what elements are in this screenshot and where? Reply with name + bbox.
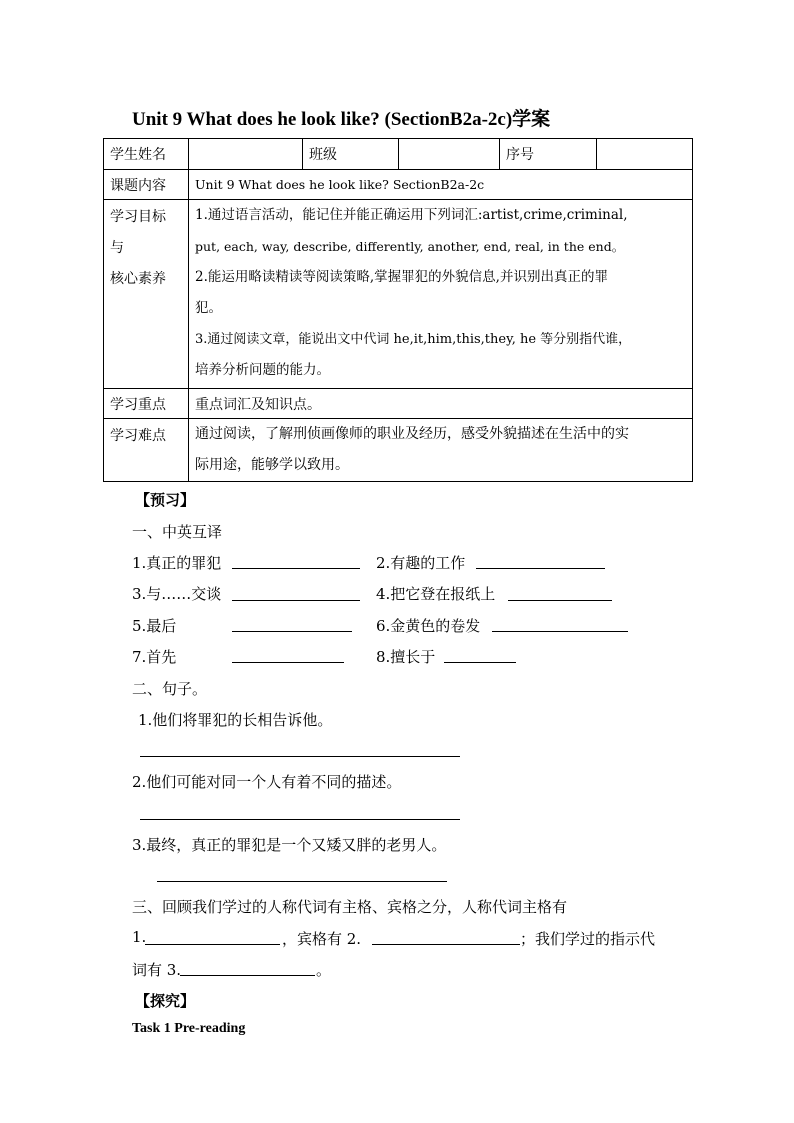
preview-heading: 【预习】 — [135, 491, 196, 509]
part3-d: 词有 3. — [132, 961, 182, 979]
item-8: 8.擅长于 — [376, 648, 436, 666]
sentence-answer-line-3[interactable] — [157, 881, 447, 882]
sentence-answer-line-1[interactable] — [140, 756, 460, 757]
part3-b: ，宾格有 2. — [282, 930, 362, 948]
pronoun-blank-2[interactable] — [372, 944, 520, 945]
difficulty-line: 际用途，能够学以致用。 — [195, 457, 349, 473]
goals-line: 1.通过语言活动，能记住并能正确运用下列词汇:artist,crime,criminal, — [195, 207, 628, 223]
focus-value: 重点词汇及知识点。 — [189, 389, 693, 419]
goals-label-line: 与 — [110, 240, 124, 256]
student-name-field[interactable] — [189, 139, 303, 170]
item-6: 6.金黄色的卷发 — [376, 617, 481, 635]
item-2: 2.有趣的工作 — [376, 554, 466, 572]
part2-title: 二、句子。 — [132, 680, 208, 698]
answer-line-2[interactable] — [476, 568, 605, 569]
goals-label — [104, 200, 189, 389]
part3-e: 。 — [316, 961, 332, 979]
answer-line-4[interactable] — [508, 600, 612, 601]
goals-line: 2.能运用略读精读等阅读策略,掌握罪犯的外貌信息,并识别出真正的罪 — [195, 269, 608, 285]
difficulty-value — [189, 419, 693, 482]
answer-line-1[interactable] — [232, 568, 360, 569]
difficulty-line: 通过阅读，了解刑侦画像师的职业及经历，感受外貌描述在生活中的实 — [195, 426, 629, 442]
task1-title: Task 1 Pre-reading — [132, 1021, 246, 1036]
goals-line: 培养分析问题的能力。 — [195, 362, 330, 378]
item-1: 1.真正的罪犯 — [132, 554, 222, 572]
answer-line-5[interactable] — [232, 631, 352, 632]
goals-line: 犯。 — [195, 300, 222, 316]
class-field[interactable] — [399, 139, 500, 170]
goals-line: 3.通过阅读文章，能说出文中代词 he,it,him,this,they, he 等分别指代谁， — [195, 332, 632, 347]
page-title: Unit 9 What does he look like? (SectionB2a-2c)学案 — [132, 109, 551, 130]
goals-label-line: 学习目标 — [110, 209, 166, 225]
goals-label-line: 核心素养 — [110, 271, 166, 287]
part1-title: 一、中英互译 — [132, 523, 223, 541]
sentence-1: 1.他们将罪犯的长相告诉他。 — [138, 711, 333, 729]
sentence-3: 3.最终，真正的罪犯是一个又矮又胖的老男人。 — [132, 836, 447, 854]
item-3: 3.与……交谈 — [132, 585, 222, 603]
topic-label: 课题内容 — [104, 170, 189, 200]
student-name-label: 学生姓名 — [104, 139, 189, 170]
sentence-answer-line-2[interactable] — [140, 819, 460, 820]
sentence-2: 2.他们可能对同一个人有着不同的描述。 — [132, 773, 402, 791]
explore-heading: 【探究】 — [135, 992, 196, 1010]
pronoun-blank-3[interactable] — [180, 975, 315, 976]
seat-field[interactable] — [597, 139, 693, 170]
info-table — [103, 138, 693, 482]
item-4: 4.把它登在报纸上 — [376, 585, 496, 603]
difficulty-label: 学习难点 — [104, 419, 189, 482]
answer-line-7[interactable] — [232, 662, 344, 663]
item-5: 5.最后 — [132, 617, 177, 635]
item-7: 7.首先 — [132, 648, 177, 666]
focus-label: 学习重点 — [104, 389, 189, 419]
pronoun-blank-1[interactable] — [145, 944, 280, 945]
answer-line-8[interactable] — [444, 662, 516, 663]
seat-label: 序号 — [500, 139, 597, 170]
part3-line1: 三、回顾我们学过的人称代词有主格、宾格之分，人称代词主格有 — [132, 898, 568, 916]
goals-value — [189, 200, 693, 389]
goals-line: put, each, way, describe, differently, another, end, real, in the end。 — [195, 239, 625, 254]
class-label: 班级 — [303, 139, 399, 170]
part3-c: ；我们学过的指示代 — [520, 930, 656, 948]
topic-value: Unit 9 What does he look like? SectionB2a-2c — [189, 170, 693, 200]
answer-line-3[interactable] — [232, 600, 360, 601]
answer-line-6[interactable] — [492, 631, 628, 632]
part3-a: 1. — [132, 928, 147, 946]
